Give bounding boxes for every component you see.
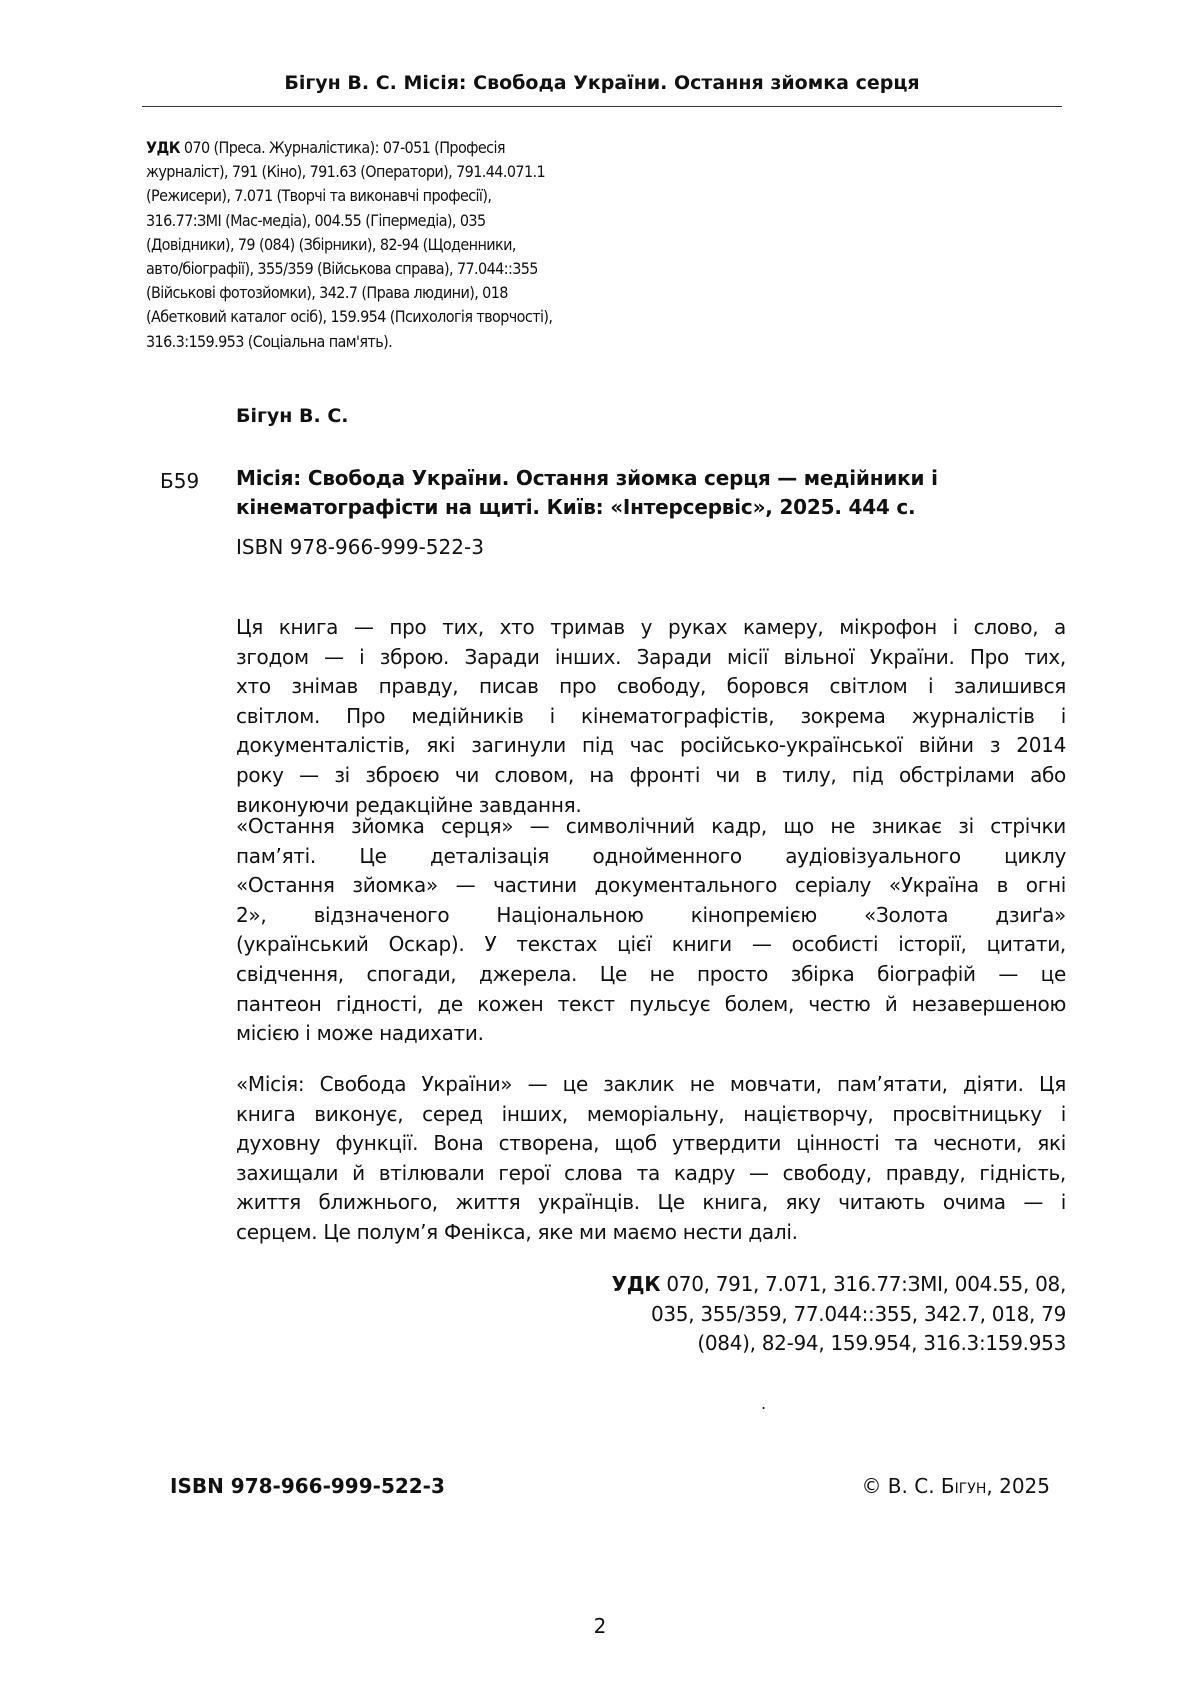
udk-short-line xyxy=(612,1270,1066,1300)
copyright-suffix: , 2025 xyxy=(986,1474,1050,1498)
udk-line: 316.3:159.953 (Соціальна пам'ять). xyxy=(146,331,393,351)
isbn-footer: ISBN 978-966-999-522-3 xyxy=(170,1474,445,1498)
title-line: Місія: Свобода України. Остання зйомка серця — медійники і xyxy=(236,466,938,490)
book-title xyxy=(236,464,1056,522)
abstract-line: (український Оскар). У текстах цієї книги — особисті історії, цитати, xyxy=(236,932,1066,957)
udk-line: 316.77:ЗМІ (Мас-медіа), 004.55 (Гіпермедіа), 035 xyxy=(146,210,486,230)
udk-label: УДК xyxy=(611,1272,661,1296)
udk-classification-block xyxy=(146,136,666,354)
udk-line: журналіст), 791 (Кіно), 791.63 (Оператори), 791.44.071.1 xyxy=(146,162,546,182)
author-name: Бігун В. С. xyxy=(236,405,349,427)
abstract-line: документалістів, які загинули під час російсько-української війни з 2014 xyxy=(236,733,1066,758)
copyright-prefix: © В. С. xyxy=(861,1474,941,1498)
abstract-line: Ця книга — про тих, хто тримав у руках камеру, мікрофон і слово, а xyxy=(236,615,1066,639)
abstract-line: світлом. Про медійників і кінематографістів, зокрема журналістів і xyxy=(236,703,1066,728)
udk-line: авто/біографії), 355/359 (Військова справа), 77.044::355 xyxy=(146,259,538,279)
page-number: 2 xyxy=(593,1614,607,1638)
abstract-line: пам’яті. Це деталізація однойменного аудіовізуального циклу xyxy=(236,843,1066,868)
udk-line: (Режисери), 7.071 (Творчі та виконавчі професії), xyxy=(146,186,492,206)
abstract-paragraph-2 xyxy=(236,812,1066,1049)
copyright-name: Бігун xyxy=(940,1474,987,1498)
shelf-code: Б59 xyxy=(160,469,200,493)
stray-dot: . xyxy=(761,1394,767,1413)
udk-short-line-text: 070, 791, 7.071, 316.77:ЗМІ, 004.55, 08, xyxy=(660,1272,1066,1296)
abstract-line: місією і може надихати. xyxy=(236,1021,484,1046)
udk-short-block xyxy=(612,1270,1066,1359)
abstract-line: виконуючи редакційне завдання. xyxy=(236,792,582,817)
header-rule xyxy=(142,106,1062,107)
abstract-line: «Остання зйомка серця» — символічний кадр, що не зникає зі стрічки xyxy=(236,814,1066,838)
abstract-line: свідчення, спогади, джерела. Це не просто збірка біографій — це xyxy=(236,961,1066,986)
isbn-line: ISBN 978-966-999-522-3 xyxy=(236,535,484,559)
abstract-line: згодом — і зброю. Заради інших. Заради місії вільної України. Про тих, xyxy=(236,644,1066,669)
udk-line-text: 070 (Преса. Журналістика): 07-051 (Професія xyxy=(179,138,505,157)
abstract-line: серцем. Це полум’я Фенікса, яке ми маємо нести далі. xyxy=(236,1219,798,1244)
abstract-line: «Остання зйомка» — частини документального серіалу «Україна в огні xyxy=(236,873,1066,898)
abstract-paragraph-3 xyxy=(236,1070,1066,1248)
copyright-notice xyxy=(861,1474,1050,1498)
abstract-line: хто знімав правду, писав про свободу, боровся світлом і залишився xyxy=(236,674,1066,699)
abstract-line: книга виконує, серед інших, меморіальну, націєтворчу, просвітницьку і xyxy=(236,1101,1066,1126)
udk-short-line: 035, 355/359, 77.044::355, 342.7, 018, 79 xyxy=(650,1301,1066,1326)
udk-label: УДК xyxy=(146,138,180,157)
abstract-line: захищали й втілювали герої слова та кадру — свободу, правду, гідність, xyxy=(236,1160,1066,1185)
abstract-line: пантеон гідності, де кожен текст пульсує болем, честю й незавершеною xyxy=(236,991,1066,1016)
udk-line xyxy=(146,136,666,160)
udk-line: (Абетковий каталог осіб), 159.954 (Психологія творчості), xyxy=(146,307,553,327)
abstract-line: духовну функції. Вона створена, щоб утвердити цінності та чесноти, які xyxy=(236,1131,1066,1156)
running-header: Бігун В. С. Місія: Свобода України. Остання зйомка серця xyxy=(284,72,920,94)
udk-line: (Військові фотозйомки), 342.7 (Права людини), 018 xyxy=(146,283,508,303)
abstract-paragraph-1 xyxy=(236,613,1066,820)
udk-short-line: (084), 82-94, 159.954, 316.3:159.953 xyxy=(697,1331,1066,1356)
abstract-line: життя ближнього, життя українців. Це книга, яку читають очима — і xyxy=(236,1190,1066,1215)
udk-line: (Довідники), 79 (084) (Збірники), 82-94 (Щоденники, xyxy=(146,234,516,254)
abstract-line: року — зі зброєю чи словом, на фронті чи в тилу, під обстрілами або xyxy=(236,762,1066,787)
abstract-line: «Місія: Свобода України» — це заклик не мовчати, пам’ятати, діяти. Ця xyxy=(236,1072,1066,1096)
abstract-line: 2», відзначеного Національною кінопремією «Золота дзиґа» xyxy=(236,902,1066,927)
title-line: кінематографісти на щиті. Київ: «Інтерсервіс», 2025. 444 с. xyxy=(236,495,916,519)
